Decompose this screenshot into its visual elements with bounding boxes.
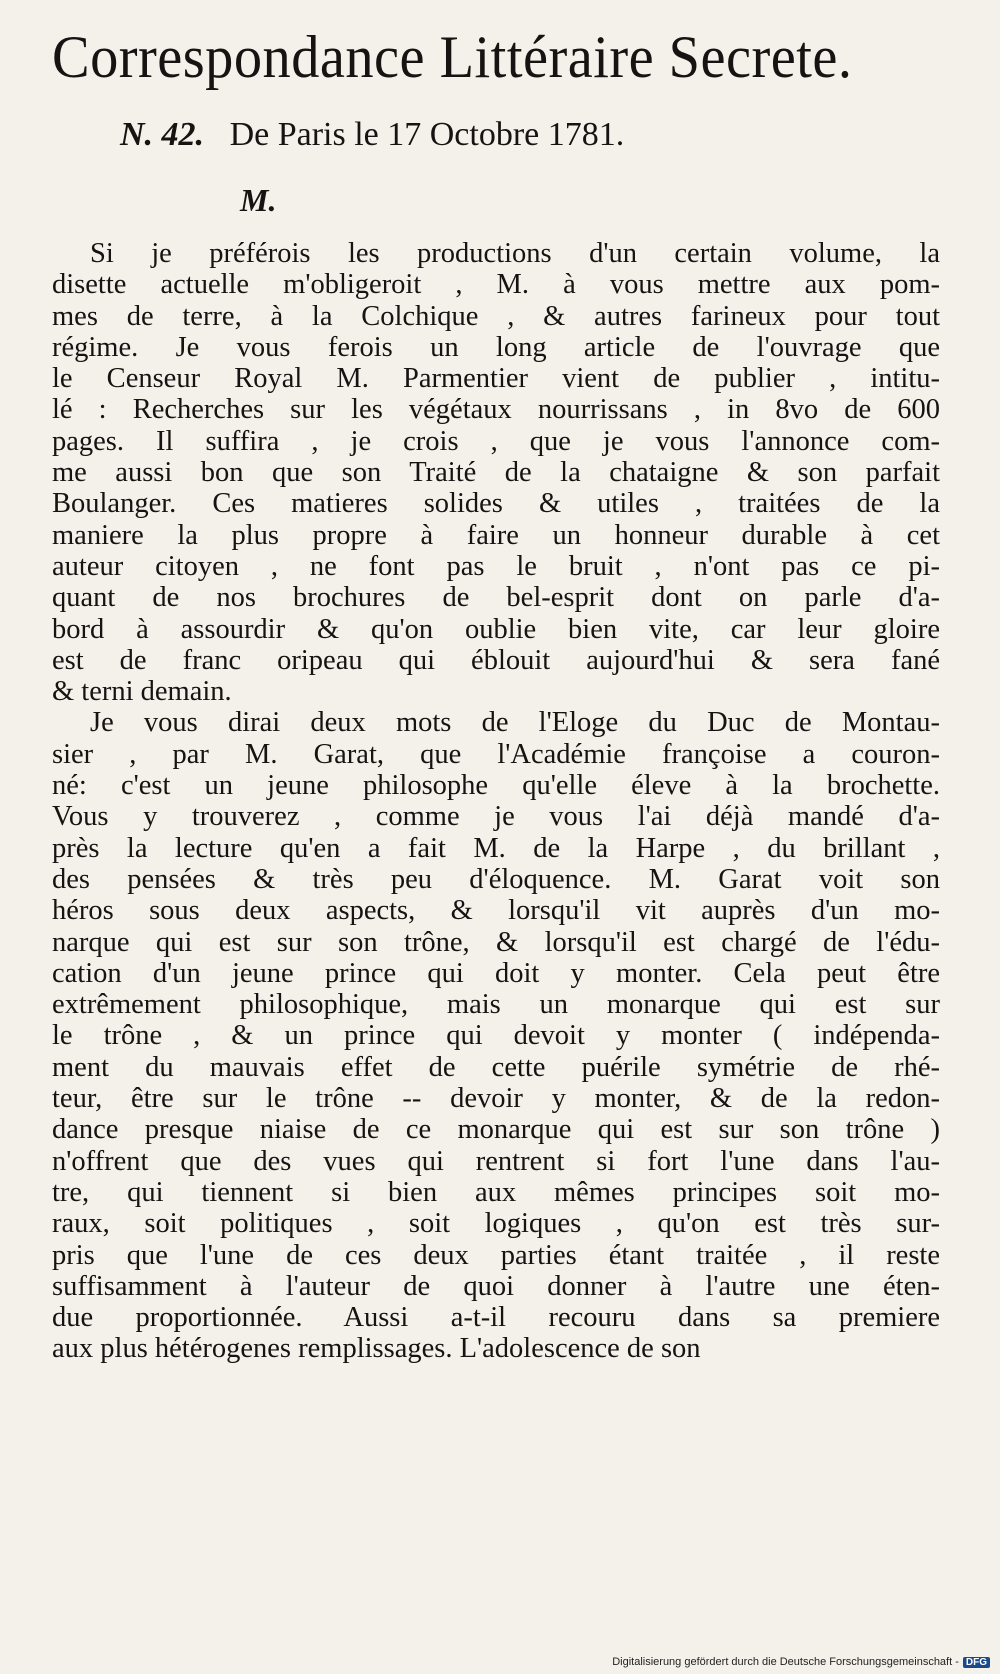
text-line: raux, soit politiques , soit logiques , qu'on est très sur- bbox=[52, 1208, 940, 1240]
masthead-title: Correspondance Littéraire Secrete. bbox=[52, 24, 853, 90]
text-line: cation d'un jeune prince qui doit y monter. Cela peut être bbox=[52, 957, 940, 989]
text-line: suffisamment à l'auteur de quoi donner à l'autre une éten- bbox=[52, 1270, 940, 1302]
dfg-logo: DFG bbox=[963, 1657, 990, 1668]
digitization-credit bbox=[612, 1656, 990, 1668]
text-line: ment du mauvais effet de cette puérile symétrie de rhé- bbox=[52, 1051, 940, 1083]
text-line: mes de terre, à la Colchique , & autres farineux pour tout bbox=[52, 300, 940, 332]
text-line: tre, qui tiennent si bien aux mêmes principes soit mo- bbox=[52, 1176, 940, 1208]
text-line: bord à assourdir & qu'on oublie bien vite, car leur gloire bbox=[52, 613, 940, 645]
text-line: près la lecture qu'en a fait M. de la Harpe , du brillant , bbox=[52, 832, 940, 864]
text-line: héros sous deux aspects, & lorsqu'il vit auprès d'un mo- bbox=[52, 895, 940, 927]
issue-number: N. 42. bbox=[120, 116, 205, 153]
text-line: maniere la plus propre à faire un honneur durable à cet bbox=[52, 519, 940, 551]
text-line: des pensées & très peu d'éloquence. M. Garat voit son bbox=[52, 863, 940, 895]
article-body bbox=[52, 238, 940, 1365]
dateline bbox=[120, 115, 624, 155]
text-line: teur, être sur le trône -- devoir y monter, & de la redon- bbox=[52, 1083, 940, 1115]
text-line: Vous y trouverez , comme je vous l'ai déjà mandé d'a- bbox=[52, 801, 940, 833]
text-line: Si je préférois les productions d'un certain volume, la bbox=[90, 238, 940, 269]
text-line: sier , par M. Garat, que l'Académie françoise a couron- bbox=[52, 738, 940, 770]
text-line: né: c'est un jeune philosophe qu'elle éleve à la brochette. bbox=[52, 770, 940, 802]
text-line: est de franc oripeau qui éblouit aujourd'hui & sera fané bbox=[52, 644, 940, 676]
text-line: aux plus hétérogenes remplissages. L'adolescence de son bbox=[52, 1333, 701, 1365]
text-line: le Censeur Royal M. Parmentier vient de publier , intitu- bbox=[52, 363, 940, 395]
text-line: Je vous dirai deux mots de l'Eloge du Duc de Montau- bbox=[90, 707, 940, 739]
text-line: auteur citoyen , ne font pas le bruit , n'ont pas ce pi- bbox=[52, 550, 940, 582]
footer-text: Digitalisierung gefördert durch die Deutsche Forschungsgemeinschaft - bbox=[612, 1656, 959, 1668]
text-line: me aussi bon que son Traité de la chataigne & son parfait bbox=[52, 457, 940, 489]
salutation: M. bbox=[240, 182, 277, 218]
text-line: quant de nos brochures de bel-esprit dont on parle d'a- bbox=[52, 582, 940, 614]
text-line: & terni demain. bbox=[52, 676, 232, 708]
text-line: due proportionnée. Aussi a-t-il recouru dans sa premiere bbox=[52, 1302, 940, 1334]
text-line: pages. Il suffira , je crois , que je vous l'annonce com- bbox=[52, 425, 940, 457]
text-line: n'offrent que des vues qui rentrent si fort l'une dans l'au- bbox=[52, 1145, 940, 1177]
date-text: De Paris le 17 Octobre 1781. bbox=[229, 116, 625, 153]
text-line: disette actuelle m'obligeroit , M. à vous mettre aux pom- bbox=[52, 269, 940, 301]
text-line: régime. Je vous ferois un long article de l'ouvrage que bbox=[52, 331, 940, 363]
text-line: dance presque niaise de ce monarque qui est sur son trône ) bbox=[52, 1114, 940, 1146]
text-line: lé : Recherches sur les végétaux nourrissans , in 8vo de 600 bbox=[52, 394, 940, 426]
text-line: narque qui est sur son trône, & lorsqu'il est chargé de l'édu- bbox=[52, 926, 940, 958]
text-line: pris que l'une de ces deux parties étant traitée , il reste bbox=[52, 1239, 940, 1271]
text-line: extrêmement philosophique, mais un monarque qui est sur bbox=[52, 989, 940, 1021]
text-line: Boulanger. Ces matieres solides & utiles , traitées de la bbox=[52, 488, 940, 520]
text-line: le trône , & un prince qui devoit y monter ( indépenda- bbox=[52, 1020, 940, 1052]
